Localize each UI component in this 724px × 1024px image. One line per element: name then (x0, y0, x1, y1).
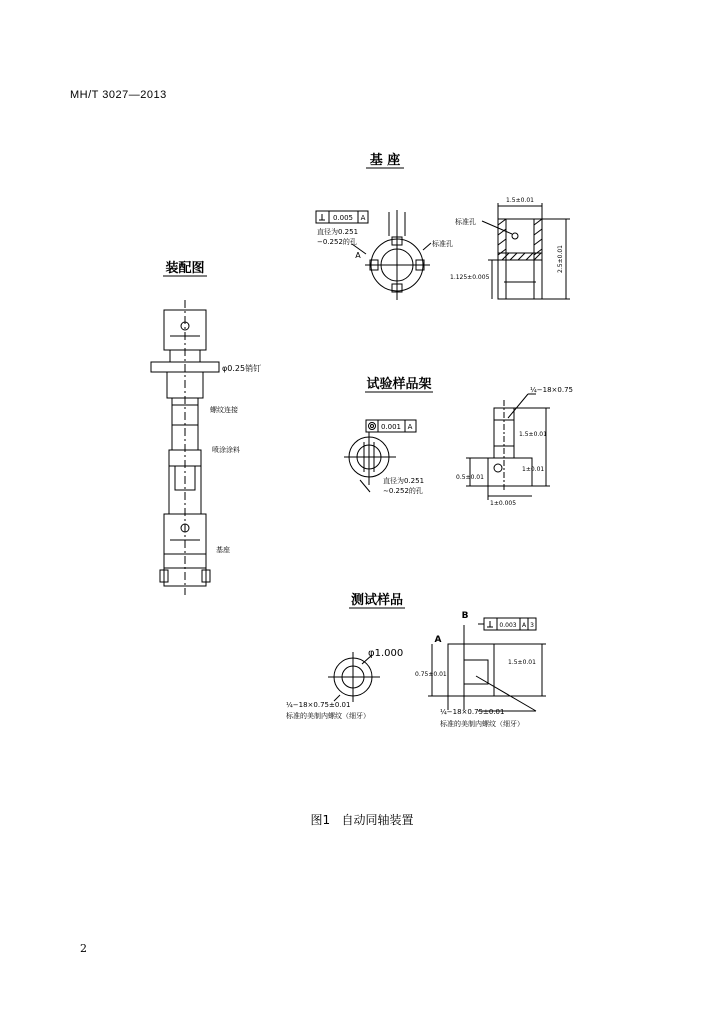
base-hole-note: 直径为0.251 (317, 228, 359, 236)
specimen-left-spec: ¼−18×0.75±0.01 (286, 701, 351, 709)
base-dimension-width (498, 197, 542, 219)
base-top-view (365, 210, 430, 300)
holder-hole-note: 直径为0.251 (383, 477, 425, 485)
base-std-hole-label-right: 标准孔 (432, 240, 453, 248)
specimen-dimension-height (494, 644, 546, 696)
specimen-title: 测试样品 (350, 593, 404, 608)
assembly-title: 装配图 (165, 261, 205, 276)
specimen-left-spec-2: 标准的美制内螺纹（细牙） (286, 712, 370, 720)
assembly-pin-label: φ0.25销钉 (222, 364, 262, 373)
holder-dimension-base (488, 486, 532, 507)
svg-text:A: A (360, 214, 366, 222)
figure-caption-text: 自动同轴装置 (341, 813, 414, 827)
svg-text:3: 3 (530, 622, 534, 629)
assembly-drawing (151, 300, 219, 595)
base-feature-control-frame (316, 211, 368, 223)
svg-text:0.005: 0.005 (332, 214, 354, 222)
holder-dimension-left (456, 458, 488, 486)
specimen-dimension-left (415, 644, 448, 696)
base-hole-note-2: −0.252的孔 (317, 238, 357, 246)
svg-text:2.5±0.01: 2.5±0.01 (557, 245, 564, 273)
base-dimension-lower (450, 260, 498, 299)
assembly-thread-label: 螺纹连接 (210, 406, 238, 414)
svg-text:1.5±0.01: 1.5±0.01 (508, 659, 536, 666)
page-number: 2 (80, 942, 87, 955)
specimen-datum-a: A (434, 635, 442, 645)
figure-caption (0, 811, 724, 828)
svg-text:A: A (521, 622, 527, 629)
specimen-right-spec: ¼−18×0.75±0.01 (440, 708, 505, 716)
specimen-side-view (448, 625, 536, 711)
specimen-top-view (328, 652, 380, 702)
svg-text:1.5±0.01: 1.5±0.01 (519, 431, 547, 438)
specimen-datum-b: B (461, 611, 469, 621)
specimen-right-spec-2: 标准的美制内螺纹（细牙） (440, 720, 524, 728)
page-header-standard-code: MH/T 3027—2013 (70, 89, 167, 101)
base-title: 基 座 (369, 153, 401, 168)
base-datum-a: A (355, 251, 361, 260)
holder-title: 试验样品架 (366, 377, 432, 392)
holder-dimension-top (514, 408, 550, 458)
svg-text:0.003: 0.003 (499, 622, 517, 629)
assembly-base-label: 基座 (216, 546, 230, 554)
base-std-hole-label-left: 标准孔 (455, 218, 476, 226)
holder-feature-control-frame (366, 420, 416, 432)
svg-text:A: A (407, 423, 413, 431)
svg-text:0.5±0.01: 0.5±0.01 (456, 474, 484, 481)
svg-text:1.5±0.01: 1.5±0.01 (506, 197, 534, 204)
holder-thread-spec: ¼−18×0.75 (530, 386, 574, 394)
svg-text:1±0.005: 1±0.005 (490, 500, 517, 507)
figure-caption-label: 图1 (310, 813, 331, 827)
svg-text:0.001: 0.001 (380, 423, 402, 431)
assembly-coating-label: 喷涂涂料 (212, 446, 240, 454)
svg-text:0.75±0.01: 0.75±0.01 (415, 671, 447, 678)
svg-text:1±0.01: 1±0.01 (522, 466, 545, 473)
base-dimension-height (542, 219, 570, 299)
svg-text:1.125±0.005: 1.125±0.005 (450, 274, 490, 281)
holder-dimension-bottom (522, 458, 550, 486)
specimen-diameter: φ1.000 (368, 648, 404, 659)
holder-hole-note-2: ∼0.252的孔 (383, 487, 423, 495)
specimen-feature-control-frame (478, 618, 536, 630)
